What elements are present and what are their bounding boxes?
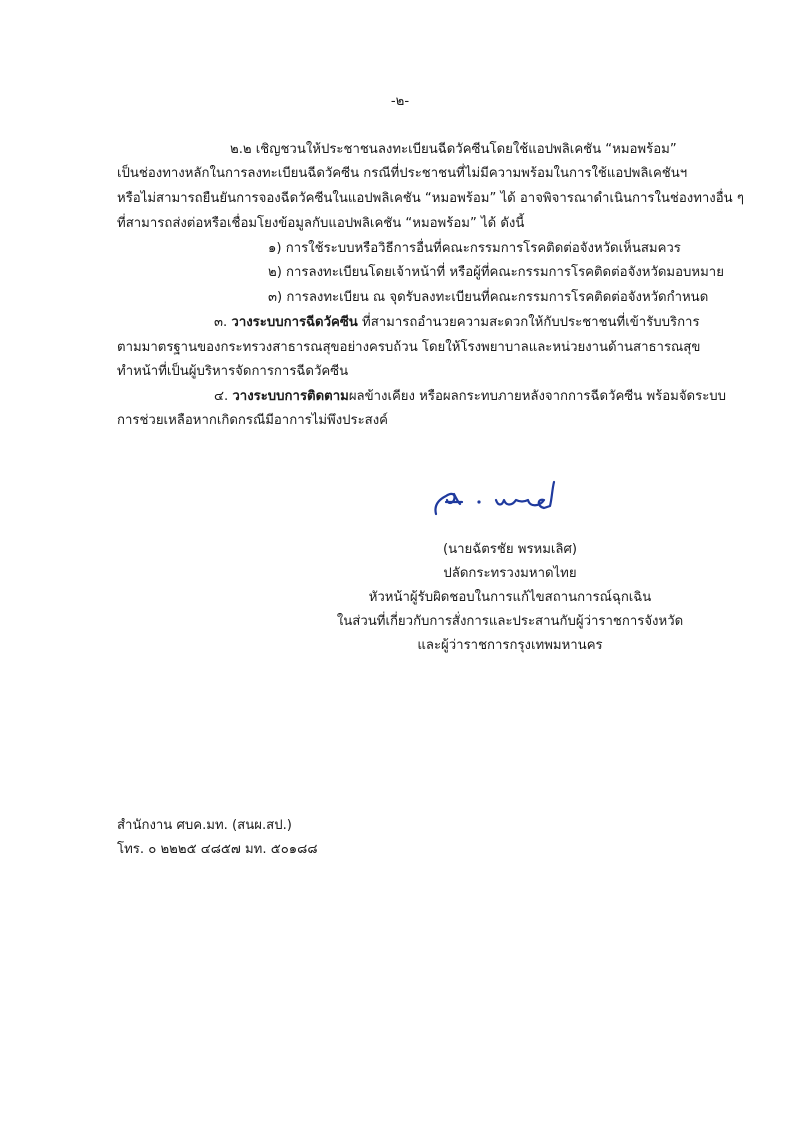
section-3-line-1-rest: ที่สามารถอำนวยความสะดวกให้กับประชาชนที่เข้ารับบริการ — [362, 315, 700, 330]
section-4-line-1 — [214, 387, 726, 407]
footer-office: สำนักงาน ศบค.มท. (สนผ.สป.) — [117, 818, 292, 833]
section-4-heading: วางระบบการติดตาม — [232, 389, 349, 404]
signatory-title-2: หัวหน้าผู้รับผิดชอบในการแก้ไขสถานการณ์ฉุกเฉิน — [368, 590, 652, 605]
section-4-number: ๔. — [214, 389, 229, 404]
signatory-title-1: ปลัดกระทรวงมหาดไทย — [443, 566, 577, 581]
section-2-2-item-2: ๒) การลงทะเบียนโดยเจ้าหน้าที่ หรือผู้ที่คณะกรรมการโรคติดต่อจังหวัดมอบหมาย — [268, 265, 724, 280]
section-3-heading: วางระบบการฉีดวัคซีน — [231, 315, 358, 330]
handwritten-signature — [432, 478, 572, 518]
signatory-title-3: ในส่วนที่เกี่ยวกับการสั่งการและประสานกับผู้ว่าราชการจังหวัด — [336, 614, 684, 629]
signatory-title-4: และผู้ว่าราชการกรุงเทพมหานคร — [417, 638, 603, 653]
footer-phone: โทร. ๐ ๒๒๒๕ ๔๘๕๗ มท. ๕๐๑๘๘ — [117, 842, 318, 857]
signatory-name: (นายฉัตรชัย พรหมเลิศ) — [442, 542, 578, 557]
section-4-line-1-rest: ผลข้างเคียง หรือผลกระทบภายหลังจากการฉีดวัคซีน พร้อมจัดระบบ — [348, 389, 727, 404]
section-3-line-3: ทำหน้าที่เป็นผู้บริหารจัดการการฉีดวัคซีน — [117, 364, 349, 379]
section-3-number: ๓. — [214, 315, 228, 330]
section-2-2-line-3: หรือไม่สามารถยืนยันการจองฉีดวัคซีนในแอปพลิเคชัน “หมอพร้อม” ได้ อาจพิจารณาดำเนินการในช่องทางอื่น ๆ — [117, 191, 744, 206]
section-4-line-2: การช่วยเหลือหากเกิดกรณีมีอาการไม่พึงประสงค์ — [117, 413, 388, 428]
section-2-2-line-2: เป็นช่องทางหลักในการลงทะเบียนฉีดวัคซีน กรณีที่ประชาชนที่ไม่มีความพร้อมในการใช้แอปพลิเคชันฯ — [117, 166, 688, 181]
section-3-line-1 — [214, 313, 700, 333]
section-2-2-line-4: ที่สามารถส่งต่อหรือเชื่อมโยงข้อมูลกับแอปพลิเคชัน “หมอพร้อม” ได้ ดังนี้ — [117, 216, 525, 231]
section-2-2-item-1: ๑) การใช้ระบบหรือวิธีการอื่นที่คณะกรรมการโรคติดต่อจังหวัดเห็นสมควร — [268, 241, 681, 256]
section-3-line-2: ตามมาตรฐานของกระทรวงสาธารณสุขอย่างครบถ้วน โดยให้โรงพยาบาลและหน่วยงานด้านสาธารณสุข — [117, 340, 701, 355]
section-2-2-line-1: ๒.๒ เชิญชวนให้ประชาชนลงทะเบียนฉีดวัคซีนโดยใช้แอปพลิเคชัน “หมอพร้อม” — [230, 142, 677, 157]
page-number: -๒- — [390, 94, 410, 109]
section-2-2-item-3: ๓) การลงทะเบียน ณ จุดรับลงทะเบียนที่คณะกรรมการโรคติดต่อจังหวัดกำหนด — [268, 290, 709, 305]
